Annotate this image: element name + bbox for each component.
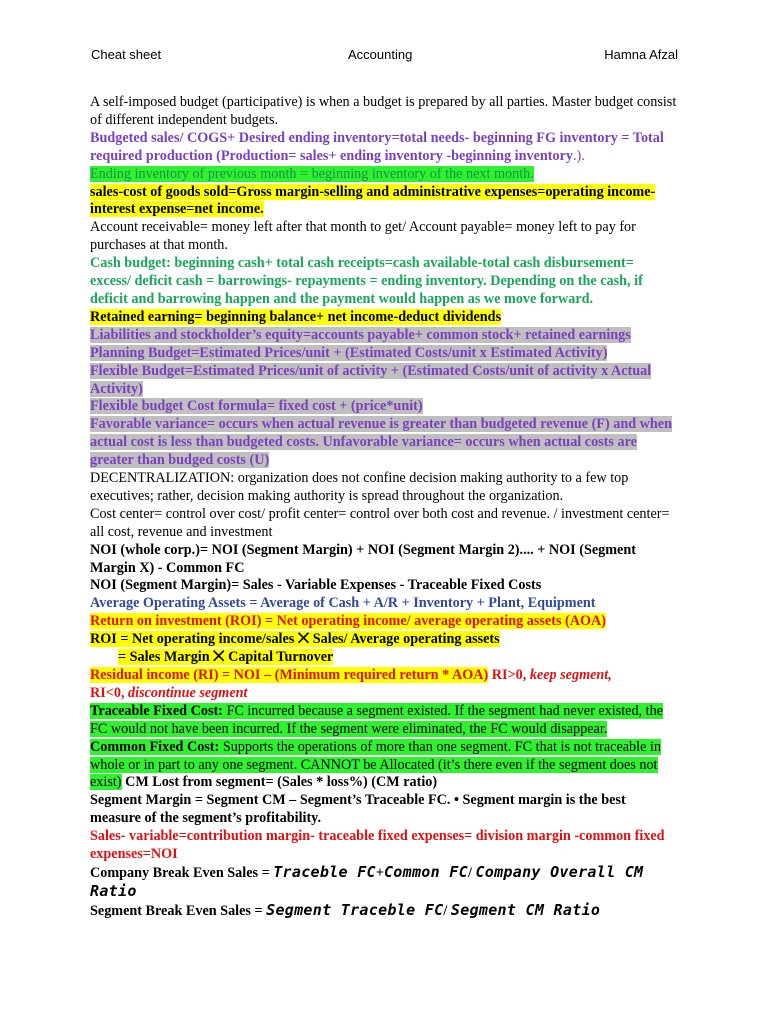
segment-break-even-slash: / xyxy=(443,902,451,919)
paragraph-division-margin: Sales- variable=contribution margin- traceable fixed expenses= division margin -common fixed expenses=NOI xyxy=(90,828,665,863)
roi-components-text: = Sales Margin ⨉ Capital Turnover xyxy=(118,649,334,666)
paragraph-noi-whole-corp: NOI (whole corp.)= NOI (Segment Margin) + NOI (Segment Margin 2).... + NOI (Segment Margin X) - Common FC xyxy=(90,541,636,576)
paragraph-noi-segment: NOI (Segment Margin)= Sales - Variable Expenses - Traceable Fixed Costs xyxy=(90,577,542,594)
residual-income-discontinue: discontinue segment xyxy=(128,684,248,701)
header-author: Hamna Afzal xyxy=(604,47,678,62)
header-center-title: Accounting xyxy=(348,47,413,62)
ending-inventory-text: Ending inventory of previous month = beginning inventory of the next month. xyxy=(90,165,534,182)
roi-definition-text: Return on investment (ROI) = Net operating income/ average operating assets (AOA) xyxy=(90,613,606,630)
paragraph-common-fixed-cost xyxy=(90,739,678,793)
company-break-even-plus: + xyxy=(375,864,384,881)
traceable-fixed-cost-text: FC incurred because a segment existed. If the segment had never existed, the FC would not have been incurred. If the segment were eliminated, the FC would disappear. xyxy=(90,702,663,737)
variance-text: Favorable variance= occurs when actual revenue is greater than budgeted revenue (F) and when actual cost is less than budgeted costs. Unfavorable variance= occurs when actual costs are greater than budged costs (U) xyxy=(90,416,672,469)
paragraph-self-imposed-budget: A self-imposed budget (participative) is when a budget is prepared by all parties. Master budget consist of different independent budgets. xyxy=(90,94,677,128)
paragraph-retained-earning xyxy=(90,309,678,327)
production-budget-text: Budgeted sales/ COGS+ Desired ending inventory=total needs- beginning FG inventory = Total required production (Production= sales+ ending inventory -beginning inventory xyxy=(90,129,664,164)
cm-lost-formula: CM Lost from segment= (Sales * loss%) (CM ratio) xyxy=(121,774,438,791)
paragraph-cash-budget: Cash budget: beginning cash+ total cash receipts=cash available-total cash disbursement= excess/ deficit cash = barrowings- repayments = ending inventory. Depending on the cash, if deficit and barrowing happen and the payment would happen as we move forward. xyxy=(90,255,643,307)
page-header xyxy=(91,47,678,67)
paragraph-residual-income xyxy=(90,667,678,703)
header-left-title: Cheat sheet xyxy=(91,47,162,62)
income-statement-text: sales-cost of goods sold=Gross margin-selling and administrative expenses=operating income-interest expense=net income. xyxy=(90,183,656,218)
residual-income-negative: RI<0, xyxy=(90,684,129,701)
company-break-even-cm-ratio: Company Overall CM Ratio xyxy=(90,862,644,900)
paragraph-roi-formula xyxy=(90,631,678,649)
paragraph-flexible-cost-formula xyxy=(90,398,678,416)
liabilities-text: Liabilities and stockholder’s equity=accounts payable+ common stock+ retained earnings xyxy=(90,326,631,343)
company-break-even-slash: / xyxy=(467,864,476,881)
segment-break-even-traceable-fc: Segment Traceble FC xyxy=(266,900,444,919)
paragraph-responsibility-centers: Cost center= control over cost/ profit center= control over both cost and revenue. / investment center= all cost, revenue and investment xyxy=(90,505,670,540)
company-break-even-common-fc: Common FC xyxy=(383,862,468,881)
paragraph-income-statement xyxy=(90,184,678,220)
company-break-even-label: Company Break Even Sales = xyxy=(90,864,274,881)
paragraph-flexible-budget xyxy=(90,363,678,399)
residual-income-positive: RI>0, xyxy=(488,667,530,683)
flexible-cost-formula-text: Flexible budget Cost formula= fixed cost + (price*unit) xyxy=(90,398,423,415)
company-break-even-traceable-fc: Traceble FC xyxy=(273,862,376,881)
flexible-budget-text: Flexible Budget=Estimated Prices/unit of activity + (Estimated Costs/unit of activity x Actual Activity) xyxy=(90,362,652,397)
paragraph-roi-components xyxy=(90,649,678,667)
residual-income-formula: Residual income (RI) = NOI – (Minimum required return * AOA) xyxy=(90,667,489,683)
paragraph-production-budget xyxy=(90,130,678,166)
paragraph-variance xyxy=(90,416,678,470)
roi-formula-text: ROI = Net operating income/sales ⨉ Sales/ Average operating assets xyxy=(90,631,500,648)
planning-budget-text: Planning Budget=Estimated Prices/unit + (Estimated Costs/unit x Estimated Activity) xyxy=(90,344,608,361)
paragraph-average-operating-assets: Average Operating Assets = Average of Cash + A/R + Inventory + Plant, Equipment xyxy=(90,595,596,612)
traceable-fixed-cost-label: Traceable Fixed Cost: xyxy=(90,702,223,719)
production-budget-tail: .). xyxy=(572,147,585,164)
paragraph-traceable-fixed-cost xyxy=(90,703,678,739)
common-fixed-cost-label: Common Fixed Cost: xyxy=(90,738,220,755)
segment-break-even-label: Segment Break Even Sales = xyxy=(90,902,267,919)
paragraph-liabilities xyxy=(90,327,678,345)
paragraph-segment-margin: Segment Margin = Segment CM – Segment’s Traceable FC. • Segment margin is the best measure of the segment’s profitability. xyxy=(90,792,626,827)
paragraph-receivable-payable: Account receivable= money left after that month to get/ Account payable= money left to pay for purchases at that month. xyxy=(90,219,636,254)
paragraph-ending-inventory xyxy=(90,166,678,184)
paragraph-decentralization: DECENTRALIZATION: organization does not confine decision making authority to a few top executives; rather, decision making authority is spread throughout the organization. xyxy=(90,470,629,504)
retained-earning-text: Retained earning= beginning balance+ net income-deduct dividends xyxy=(90,308,502,325)
paragraph-company-break-even xyxy=(90,864,678,902)
residual-income-keep: keep segment, xyxy=(529,667,612,683)
segment-break-even-cm-ratio: Segment CM Ratio xyxy=(450,900,601,919)
common-fixed-cost-text: Supports the operations of more than one segment. FC that is not traceable in whole or in part to any one segment. CANNOT be Allocated (it’s there even if the segment does not exist) xyxy=(90,738,661,791)
paragraph-planning-budget xyxy=(90,345,678,363)
document-body xyxy=(90,94,678,921)
paragraph-segment-break-even xyxy=(90,902,678,921)
paragraph-roi-definition xyxy=(90,613,678,631)
